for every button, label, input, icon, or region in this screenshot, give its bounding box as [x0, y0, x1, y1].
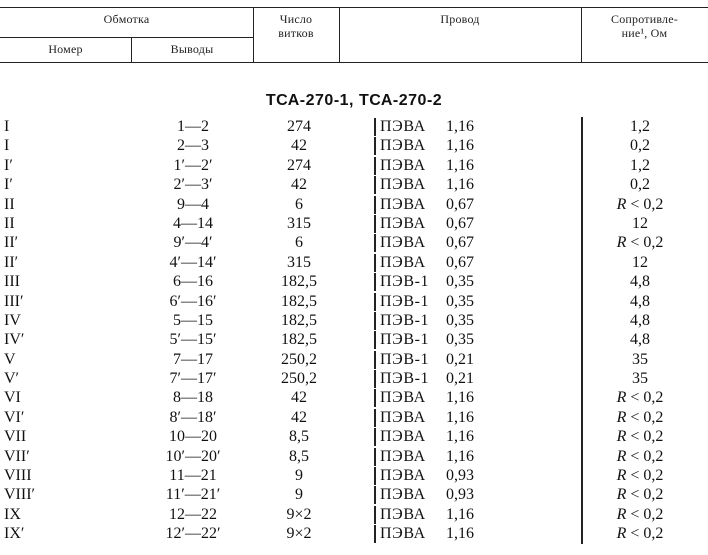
terminals: 6′—16′: [169, 292, 217, 310]
turns-count: 6: [295, 195, 303, 213]
resistance-column-rule: [581, 369, 583, 388]
resistance-column-rule: [581, 330, 583, 349]
resistance: 12: [632, 214, 648, 232]
turns-count: 182,5: [281, 273, 317, 291]
header-winding: Обмотка: [103, 12, 150, 26]
header-resistance-line2: ние¹, Ом: [621, 26, 668, 40]
resistance-column-rule: [581, 214, 583, 233]
terminals: 1′—2′: [173, 156, 213, 174]
winding-number: I′: [4, 156, 13, 174]
resistance: R < 0,2: [616, 408, 664, 426]
wire-type: ПЭВ-1: [380, 273, 430, 291]
resistance-column-rule: [581, 156, 583, 175]
resistance: R < 0,2: [616, 467, 664, 485]
winding-number: VI: [4, 389, 21, 407]
winding-number: I: [4, 118, 10, 135]
wire-diameter: 0,93: [446, 467, 474, 485]
terminals: 8′—18′: [169, 408, 217, 426]
wire-column-rule: [374, 506, 376, 524]
terminals: 4—14: [173, 214, 213, 232]
terminals: 5′—15′: [169, 331, 217, 349]
wire-type: ПЭВА: [380, 176, 426, 194]
turns-count: 9×2: [286, 525, 312, 543]
table-row: [0, 427, 708, 446]
wire-column-rule: [374, 215, 376, 233]
winding-number: II: [4, 195, 15, 213]
resistance-column-rule: [581, 408, 583, 427]
wire-type: ПЭВА: [380, 486, 426, 504]
turns-count: 8,5: [289, 428, 309, 446]
wire-column-rule: [374, 196, 376, 214]
table-row: [0, 175, 708, 194]
header-bottom-rule: [0, 62, 708, 63]
wire-type: ПЭВА: [380, 505, 426, 523]
terminals: 11′—21′: [165, 486, 221, 504]
wire-diameter: 0,35: [446, 311, 474, 329]
turns-count: 9: [295, 486, 303, 504]
wire-diameter: 1,16: [446, 505, 474, 523]
winding-number: VII′: [4, 447, 30, 465]
turns-count: 6: [295, 234, 303, 252]
wire-column-rule: [374, 176, 376, 194]
resistance-column-rule: [581, 350, 583, 369]
winding-number: VII: [4, 428, 27, 446]
table-row: [0, 117, 708, 136]
terminals: 10—20: [169, 428, 217, 446]
wire-column-rule: [374, 525, 376, 543]
terminals: 2—3: [177, 137, 209, 155]
winding-number: III: [4, 273, 20, 291]
terminals: 7′—17′: [169, 370, 217, 388]
resistance: R < 0,2: [616, 525, 664, 543]
wire-type: ПЭВА: [380, 428, 426, 446]
turns-count: 315: [287, 253, 311, 271]
winding-number: V′: [4, 370, 20, 388]
resistance-column-rule: [581, 195, 583, 214]
turns-count: 250,2: [281, 350, 317, 368]
winding-number: IX: [4, 505, 21, 523]
winding-number: V: [4, 350, 16, 368]
winding-number: II′: [4, 253, 19, 271]
header-terminals: Выводы: [170, 42, 214, 56]
terminals: 7—17: [173, 350, 213, 368]
resistance: 4,8: [630, 311, 650, 329]
terminals: 2′—3′: [173, 176, 213, 194]
wire-diameter: 0,35: [446, 331, 474, 349]
resistance-column-rule: [581, 311, 583, 330]
wire-type: ПЭВ-1: [380, 331, 430, 349]
resistance: R < 0,2: [616, 389, 664, 407]
winding-number: VIII: [4, 467, 32, 485]
resistance: 4,8: [630, 292, 650, 310]
winding-number: VI′: [4, 408, 25, 426]
table-row: [0, 388, 708, 407]
resistance: R < 0,2: [616, 486, 664, 504]
resistance: R < 0,2: [616, 505, 664, 523]
winding-number: III′: [4, 292, 24, 310]
turns-count: 9×2: [286, 505, 312, 523]
header-turns-line2: витков: [278, 26, 314, 40]
wire-column-rule: [374, 331, 376, 349]
resistance-column-rule: [581, 272, 583, 291]
winding-number: I: [4, 137, 10, 155]
wire-diameter: 0,21: [446, 350, 474, 368]
wire-column-rule: [374, 234, 376, 252]
turns-count: 274: [287, 118, 311, 135]
resistance-column-rule: [581, 447, 583, 466]
turns-count: 274: [287, 156, 311, 174]
wire-diameter: 1,16: [446, 428, 474, 446]
resistance-column-rule: [581, 117, 583, 136]
table-row: [0, 485, 708, 504]
wire-diameter: 1,16: [446, 156, 474, 174]
wire-type: ПЭВА: [380, 118, 426, 135]
wire-column-rule: [374, 312, 376, 330]
resistance: 12: [632, 253, 648, 271]
wire-diameter: 0,35: [446, 273, 474, 291]
winding-number: IX′: [4, 525, 25, 543]
resistance: 35: [632, 350, 648, 368]
table-row: [0, 214, 708, 233]
wire-diameter: 1,16: [446, 525, 474, 543]
header-turns-line1: Число: [279, 12, 313, 26]
table-row: [0, 466, 708, 485]
wire-column-rule: [374, 428, 376, 446]
turns-count: 182,5: [281, 292, 317, 310]
resistance-column-rule: [581, 253, 583, 272]
wire-type: ПЭВА: [380, 447, 426, 465]
wire-column-rule: [374, 254, 376, 272]
winding-number: II: [4, 214, 15, 232]
resistance: R < 0,2: [616, 447, 664, 465]
wire-column-rule: [374, 409, 376, 427]
terminals: 1—2: [177, 118, 209, 135]
turns-count: 8,5: [289, 447, 309, 465]
wire-column-rule: [374, 370, 376, 388]
wire-column-rule: [374, 486, 376, 504]
resistance-column-rule: [581, 292, 583, 311]
table-row: [0, 311, 708, 330]
wire-diameter: 1,16: [446, 137, 474, 155]
wire-type: ПЭВ-1: [380, 350, 430, 368]
table-row: [0, 156, 708, 175]
table-row: [0, 136, 708, 155]
wire-diameter: 1,16: [446, 408, 474, 426]
terminals: 12′—22′: [165, 525, 221, 543]
turns-count: 42: [291, 389, 307, 407]
table-row: [0, 369, 708, 388]
resistance-column-rule: [581, 485, 583, 504]
resistance: R < 0,2: [616, 195, 664, 213]
resistance-column-rule: [581, 466, 583, 485]
winding-number: I′: [4, 176, 13, 194]
turns-count: 9: [295, 467, 303, 485]
wire-type: ПЭВА: [380, 408, 426, 426]
wire-column-rule: [374, 351, 376, 369]
winding-number: II′: [4, 234, 19, 252]
resistance-column-rule: [581, 175, 583, 194]
wire-column-rule: [374, 273, 376, 291]
turns-count: 250,2: [281, 370, 317, 388]
section-title: ТСА-270-1, ТСА-270-2: [265, 92, 443, 109]
turns-count: 42: [291, 137, 307, 155]
wire-diameter: 1,16: [446, 176, 474, 194]
table-row: [0, 292, 708, 311]
resistance: 1,2: [630, 156, 650, 174]
resistance: 35: [632, 370, 648, 388]
resistance: 1,2: [630, 118, 650, 135]
wire-type: ПЭВА: [380, 195, 426, 213]
wire-type: ПЭВ-1: [380, 292, 430, 310]
turns-count: 42: [291, 408, 307, 426]
wire-column-rule: [374, 448, 376, 466]
wire-type: ПЭВА: [380, 137, 426, 155]
resistance-column-rule: [581, 388, 583, 407]
wire-diameter: 1,16: [446, 118, 474, 135]
wire-type: ПЭВ-1: [380, 370, 430, 388]
turns-count: 182,5: [281, 331, 317, 349]
terminals: 9′—4′: [173, 234, 213, 252]
wire-diameter: 0,21: [446, 370, 474, 388]
wire-type: ПЭВА: [380, 214, 426, 232]
resistance-column-rule: [581, 136, 583, 155]
wire-type: ПЭВА: [380, 467, 426, 485]
wire-column-rule: [374, 293, 376, 311]
resistance: R < 0,2: [616, 234, 664, 252]
terminals: 6—16: [173, 273, 213, 291]
wire-type: ПЭВ-1: [380, 311, 430, 329]
wire-diameter: 0,93: [446, 486, 474, 504]
resistance: 0,2: [630, 137, 650, 155]
wire-type: ПЭВА: [380, 234, 426, 252]
wire-diameter: 0,67: [446, 195, 474, 213]
resistance-column-rule: [581, 505, 583, 524]
terminals: 9—4: [177, 195, 209, 213]
resistance-column-rule: [581, 524, 583, 543]
resistance-column-rule: [581, 427, 583, 446]
wire-column-rule: [374, 467, 376, 485]
wire-column-rule: [374, 157, 376, 175]
wire-diameter: 0,35: [446, 292, 474, 310]
header-number: Номер: [48, 42, 83, 56]
terminals: 5—15: [173, 311, 213, 329]
table-row: [0, 330, 708, 349]
wire-diameter: 1,16: [446, 447, 474, 465]
wire-diameter: 1,16: [446, 389, 474, 407]
terminals: 11—21: [169, 467, 217, 485]
resistance: 0,2: [630, 176, 650, 194]
table-row: [0, 505, 708, 524]
winding-number: IV: [4, 311, 21, 329]
wire-type: ПЭВА: [380, 525, 426, 543]
wire-type: ПЭВА: [380, 253, 426, 271]
header-top-rule: [0, 7, 708, 8]
wire-column-rule: [374, 118, 376, 136]
resistance: 4,8: [630, 331, 650, 349]
wire-type: ПЭВА: [380, 156, 426, 174]
table-row: [0, 195, 708, 214]
terminals: 4′—14′: [169, 253, 217, 271]
table-row: [0, 233, 708, 252]
turns-count: 182,5: [281, 311, 317, 329]
winding-subheader-rule: [0, 37, 253, 38]
turns-count: 42: [291, 176, 307, 194]
terminals: 12—22: [169, 505, 217, 523]
table-body: [0, 117, 708, 544]
wire-column-rule: [374, 389, 376, 407]
table-row: [0, 253, 708, 272]
header-resistance-line1: Сопротивле-: [611, 12, 678, 26]
table-row: [0, 524, 708, 543]
winding-number: IV′: [4, 331, 25, 349]
terminals: 10′—20′: [165, 447, 221, 465]
table-row: [0, 350, 708, 369]
resistance: R < 0,2: [616, 428, 664, 446]
wire-type: ПЭВА: [380, 389, 426, 407]
wire-diameter: 0,67: [446, 253, 474, 271]
terminals: 8—18: [173, 389, 213, 407]
wire-diameter: 0,67: [446, 234, 474, 252]
table-row: [0, 408, 708, 427]
wire-column-rule: [374, 137, 376, 155]
winding-number: VIII′: [4, 486, 36, 504]
turns-count: 315: [287, 214, 311, 232]
resistance: 4,8: [630, 273, 650, 291]
table-row: [0, 447, 708, 466]
table-row: [0, 272, 708, 291]
wire-diameter: 0,67: [446, 214, 474, 232]
header-wire: Провод: [440, 12, 480, 26]
resistance-column-rule: [581, 233, 583, 252]
